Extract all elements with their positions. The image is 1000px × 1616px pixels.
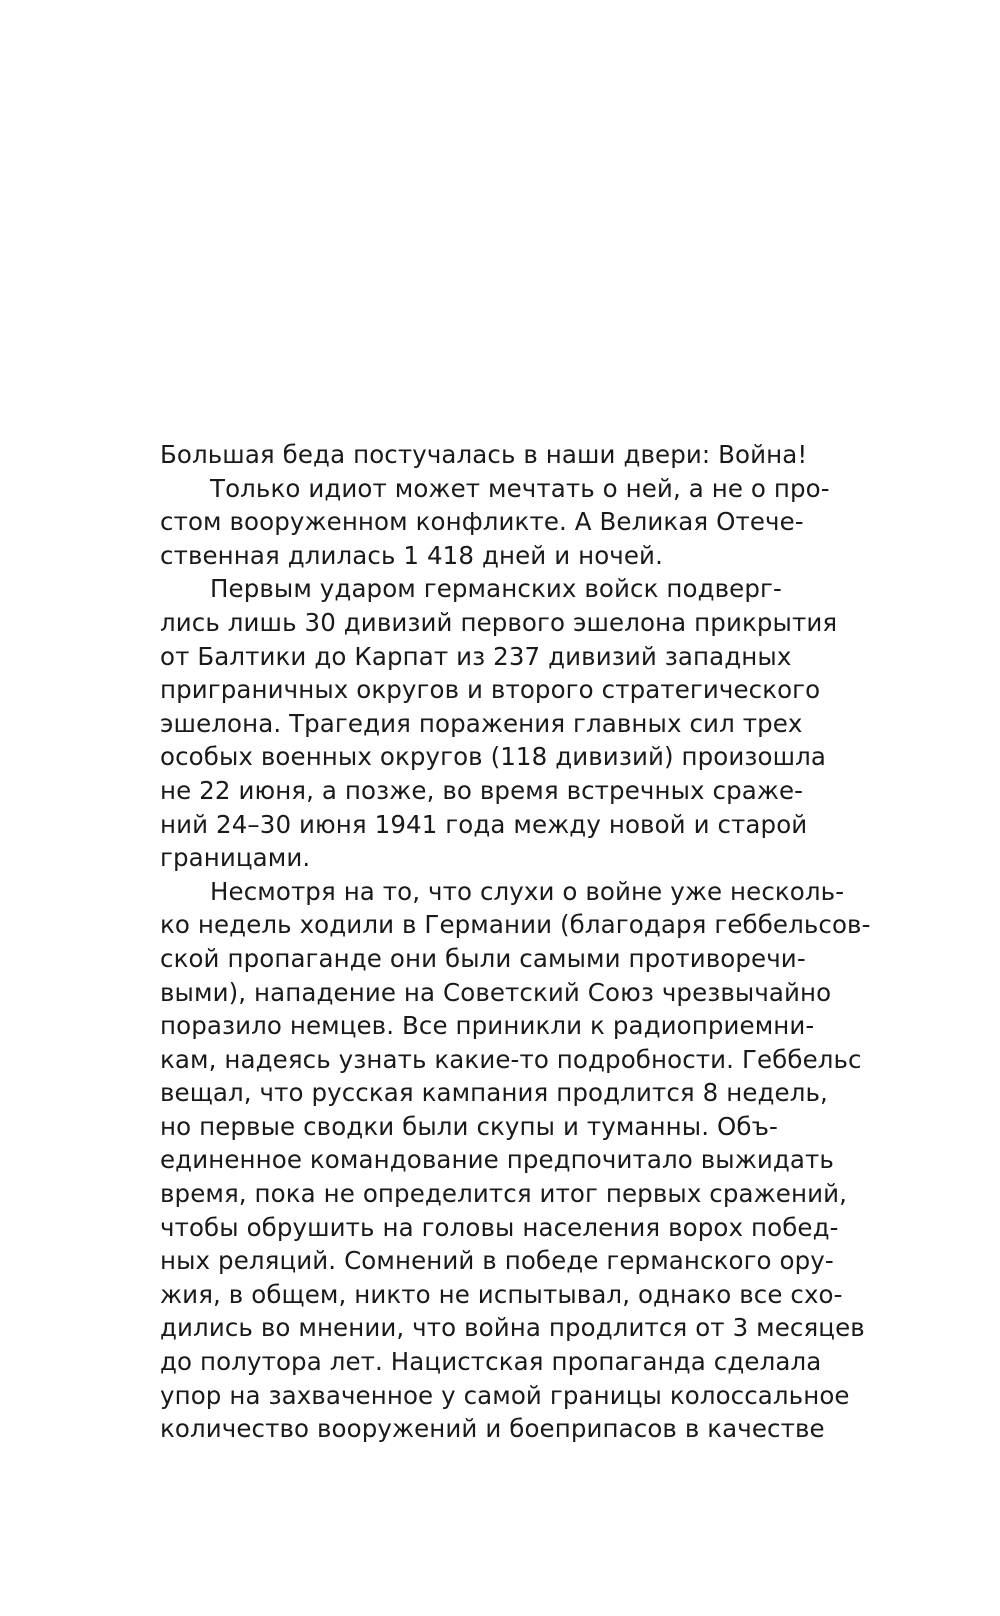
paragraph-first-line: Первым ударом германских войск подверг-	[210, 574, 782, 604]
text-line: жия, в общем, никто не испытывал, однако все схо-	[160, 1279, 843, 1309]
text-line: кам, надеясь узнать какие-то подробности. Геббельс	[160, 1044, 862, 1074]
text-line: от Балтики до Карпат из 237 дивизий западных	[160, 641, 792, 671]
text-line: Большая беда постучалась в наши двери: Война!	[160, 440, 808, 469]
text-line: но первые сводки были скупы и туманны. Объ-	[160, 1111, 778, 1141]
text-line: до полутора лет. Нацистская пропаганда сделала	[160, 1347, 822, 1377]
text-line: особых военных округов (118 дивизий) произошла	[160, 742, 827, 772]
text-line: вещал, что русская кампания продлится 8 недель,	[160, 1078, 828, 1108]
text-line: ственная длилась 1 418 дней и ночей.	[160, 540, 663, 570]
text-line: время, пока не определится итог первых сражений,	[160, 1179, 848, 1209]
text-line: дились во мнении, что война продлится от 3 месяцев	[160, 1313, 865, 1343]
text-line: не 22 июня, а позже, во время встречных сраже-	[160, 775, 804, 805]
text-line: ской пропаганде они были самыми противоречи-	[160, 943, 806, 973]
text-line: единенное командование предпочитало выжидать	[160, 1145, 834, 1175]
text-line: эшелона. Трагедия поражения главных сил трех	[160, 708, 803, 738]
text-line: ний 24–30 июня 1941 года между новой и старой	[160, 809, 808, 839]
text-line: ко недель ходили в Германии (благодаря геббельсов-	[160, 910, 871, 940]
text-line: границами.	[160, 843, 311, 873]
text-line: упор на захваченное у самой границы колоссальное	[160, 1380, 850, 1410]
paragraph-first-line: Только идиот может мечтать о ней, а не о про-	[210, 473, 830, 503]
text-line: количество вооружений и боеприпасов в качестве	[160, 1414, 825, 1444]
text-line: ных реляций. Сомнений в победе германского ору-	[160, 1246, 834, 1276]
body-text	[160, 438, 871, 1446]
text-line: чтобы обрушить на головы населения ворох побед-	[160, 1212, 839, 1242]
paragraph-first-line: Несмотря на то, что слухи о войне уже несколь-	[210, 876, 845, 906]
text-line: выми), нападение на Советский Союз чрезвычайно	[160, 977, 832, 1007]
text-line: стом вооруженном конфликте. А Великая Отече-	[160, 507, 804, 537]
text-line: поразило немцев. Все приникли к радиоприемни-	[160, 1011, 815, 1041]
text-line: лись лишь 30 дивизий первого эшелона прикрытия	[160, 607, 838, 637]
text-line: приграничных округов и второго стратегического	[160, 675, 821, 705]
